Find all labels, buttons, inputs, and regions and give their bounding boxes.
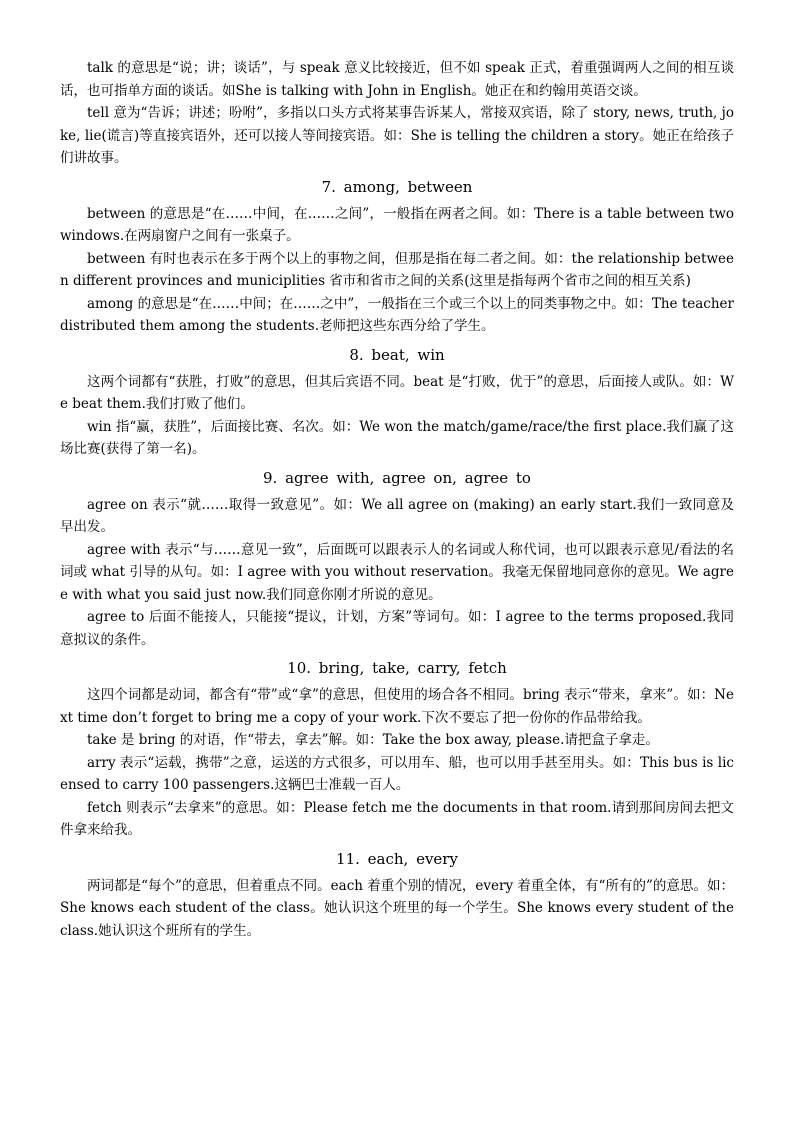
paragraph: agree on 表示“就……取得一致意见”。如：We all agree on (making) an early start.我们一致同意及早出发。	[60, 496, 734, 535]
section-beat-win	[60, 344, 734, 461]
paragraph: agree to 后面不能接人，只能接“提议，计划，方案”等词句。如：I agree to the terms proposed.我同意拟议的条件。	[60, 609, 734, 648]
paragraph: fetch 则表示“去拿来”的意思。如：Please fetch me the documents in that room.请到那间房间去把文件拿来给我。	[60, 799, 734, 838]
paragraph: between 有时也表示在多于两个以上的事物之间，但那是指在每二者之间。如：the relationship between different provinces and municiplities 省市和省市之间的关系(这里是指每两个省市之间的相互关系)	[60, 250, 734, 289]
paragraph: 这四个词都是动词，都含有“带”或“拿”的意思，但使用的场合各不相同。bring 表示“带来，拿来”。如：Next time don’t forget to bring me a copy of your work.下次不要忘了把一份你的作品带给我。	[60, 687, 734, 726]
paragraph: win 指“赢，获胜”，后面接比赛、名次。如：We won the match/game/race/the first place.我们赢了这场比赛(获得了第一名)。	[60, 418, 734, 457]
paragraph: arry 表示“运载，携带”之意，运送的方式很多，可以用车、船，也可以用手甚至用头。如：This bus is licensed to carry 100 passengers.这辆巴士准载一百人。	[60, 754, 734, 793]
section-heading: 9. agree with, agree on, agree to	[263, 468, 531, 487]
section-each-every	[60, 848, 734, 943]
paragraph: agree with 表示“与……意见一致”，后面既可以跟表示人的名词或人称代词，也可以跟表示意见/看法的名词或 what 引导的从句。如：I agree with you without reservation。我毫无保留地同意你的意见。We agree with what you said just now.我们同意你刚才所说的意见。	[60, 541, 734, 603]
section-heading: 8. beat, win	[349, 345, 445, 364]
section-heading: 11. each, every	[336, 849, 458, 868]
paragraph: among 的意思是“在……中间；在……之中”，一般指在三个或三个以上的同类事物之中。如：The teacher distributed them among the students.老师把这些东西分给了学生。	[60, 295, 734, 334]
paragraph: 这两个词都有“获胜，打败”的意思，但其后宾语不同。beat 是“打败，优于”的意思，后面接人或队。如：We beat them.我们打败了他们。	[60, 373, 734, 412]
section-among-between	[60, 176, 734, 338]
section-agree	[60, 467, 734, 652]
section-bring-take-carry-fetch	[60, 657, 734, 842]
paragraph: 两词都是“每个”的意思，但着重点不同。each 着重个别的情况，every 着重全体，有“所有的”的意思。如：She knows each student of the class。她认识这个班里的每一个学生。She knows every student of the class.她认识这个班所有的学生。	[60, 877, 734, 939]
paragraph: between 的意思是“在……中间，在……之间”，一般指在两者之间。如：There is a table between two windows.在两扇窗户之间有一张桌子。	[60, 205, 734, 244]
paragraph-tell: tell 意为“告诉；讲述；吩咐”，多指以口头方式将某事告诉某人，常接双宾语，除了 story, news, truth, joke, lie(谎言)等直接宾语外，还可以接人等间接宾语。如：She is telling the children a story。她正在给孩子们讲故事。	[60, 105, 734, 166]
paragraph: take 是 bring 的对语，作“带去，拿去”解。如：Take the box away, please.请把盒子拿走。	[87, 732, 659, 748]
section-heading: 7. among, between	[321, 177, 473, 196]
paragraph-talk: talk 的意思是“说；讲；谈话”，与 speak 意义比较接近，但不如 speak 正式，着重强调两人之间的相互谈话，也可指单方面的谈话。如She is talking with John in English。她正在和约翰用英语交谈。	[60, 60, 734, 99]
intro-section	[60, 57, 734, 170]
section-heading: 10. bring, take, carry, fetch	[287, 659, 507, 677]
